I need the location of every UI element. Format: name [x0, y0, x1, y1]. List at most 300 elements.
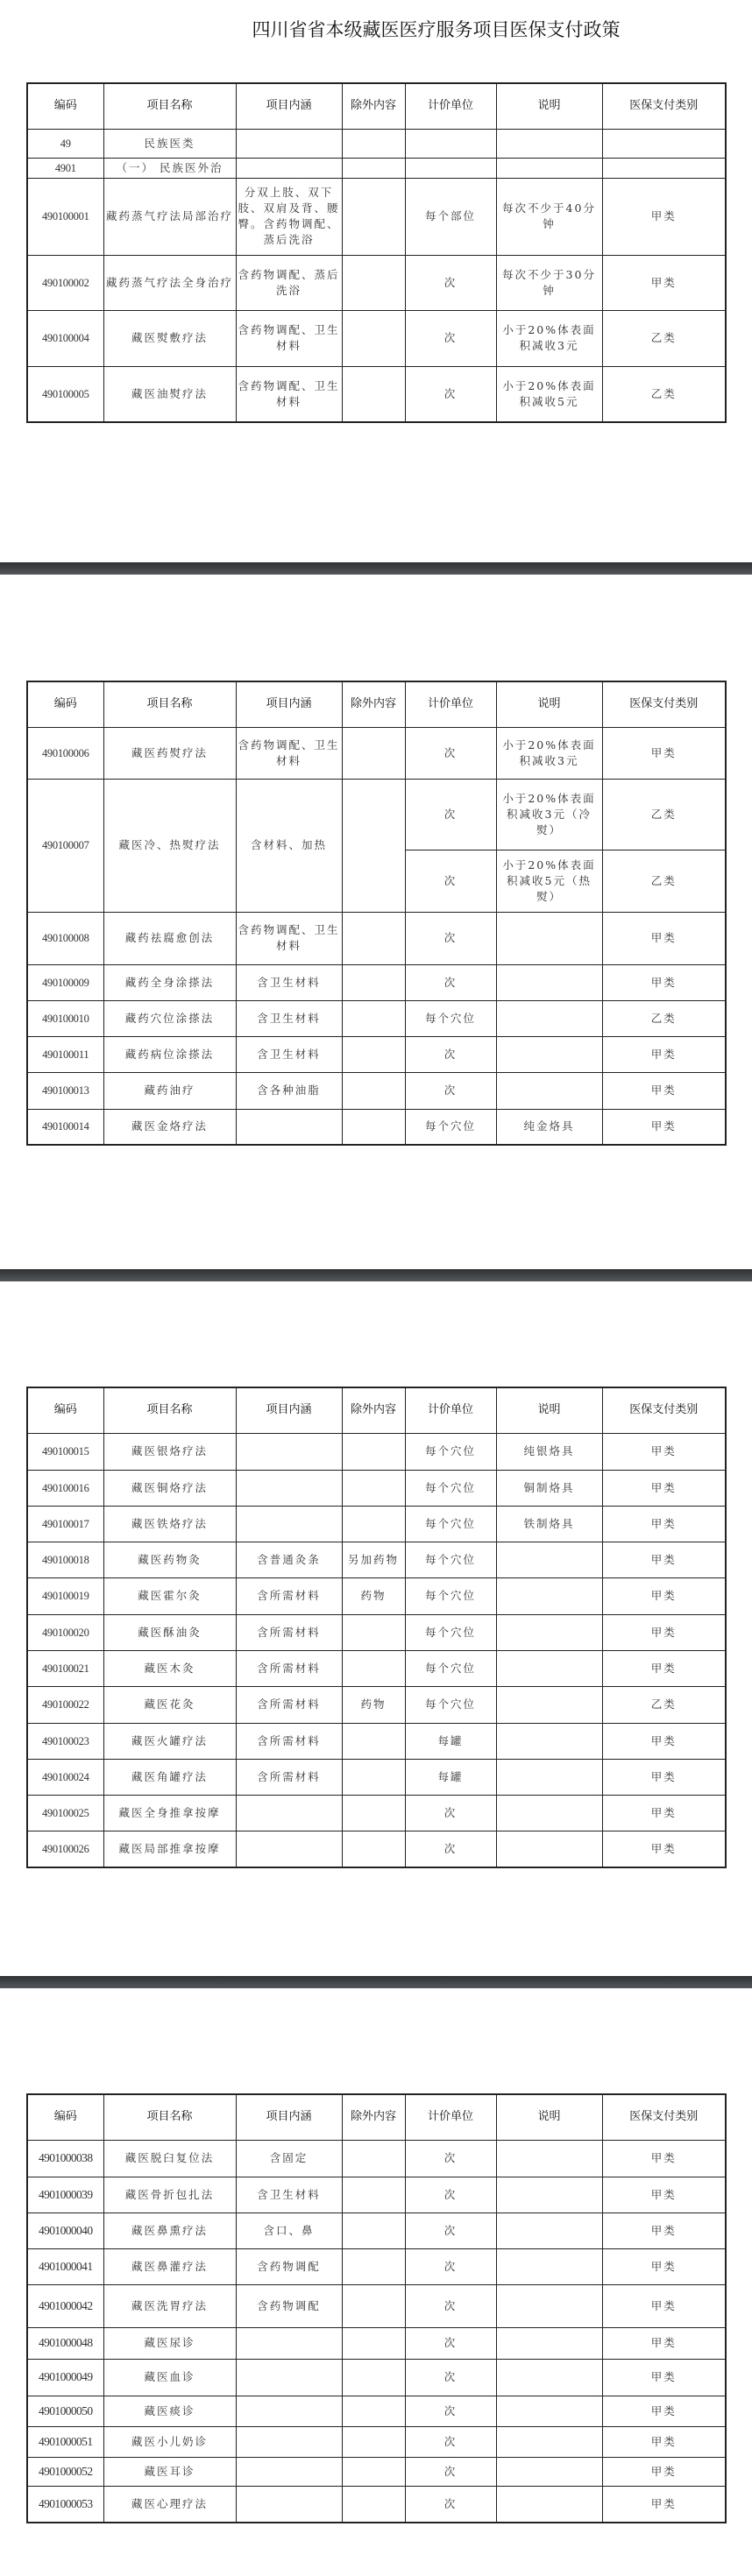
cell-content: 含药物调配、卫生材料	[236, 366, 342, 422]
cell-content	[236, 2396, 342, 2426]
cell-exclusion	[342, 1433, 405, 1470]
header-content: 项目内涵	[236, 1387, 342, 1433]
cell-unit: 次	[405, 912, 496, 964]
cell-content: 含所需材料	[236, 1686, 342, 1723]
cell-exclusion	[342, 2213, 405, 2248]
cell-category: 甲类	[602, 727, 726, 779]
table-row	[27, 1723, 726, 1759]
cell-name: 藏医银烙疗法	[103, 1433, 236, 1470]
page-separator	[0, 1269, 752, 1281]
cell-name: 藏医霍尔灸	[103, 1577, 236, 1614]
cell-unit: 次	[405, 1036, 496, 1072]
cell-content	[236, 1109, 342, 1145]
header-note: 说明	[496, 83, 602, 129]
table-header-row	[27, 1387, 726, 1433]
cell-category: 甲类	[602, 2327, 726, 2359]
table-header-row	[27, 83, 726, 129]
cell-exclusion	[342, 255, 405, 310]
cell-note: 小于20%体表面积减收5元（热熨）	[496, 850, 602, 912]
cell-code: 490100005	[27, 366, 103, 422]
cell-note: 每次不少于40分钟	[496, 178, 602, 255]
table-row	[27, 2248, 726, 2284]
cell-content: 含所需材料	[236, 1577, 342, 1614]
cell-note	[496, 1000, 602, 1036]
cell-content	[236, 2359, 342, 2396]
cell-exclusion	[342, 2457, 405, 2486]
table-header-row	[27, 681, 726, 727]
cell-name: 藏医酥油灸	[103, 1614, 236, 1650]
cell-name: 藏药油疗	[103, 1072, 236, 1109]
cell-code: 49	[27, 129, 103, 158]
cell-category: 甲类	[602, 1036, 726, 1072]
cell-category: 甲类	[602, 2396, 726, 2426]
cell-code: 490100024	[27, 1759, 103, 1795]
header-code: 编码	[27, 681, 103, 727]
cell-code: 490100007	[27, 779, 103, 912]
cell-exclusion	[342, 1759, 405, 1795]
cell-unit: 每罐	[405, 1723, 496, 1759]
cell-exclusion: 另加药物	[342, 1542, 405, 1577]
cell-unit: 次	[405, 2248, 496, 2284]
cell-name: 藏药蒸气疗法全身治疗	[103, 255, 236, 310]
policy-table-1	[26, 82, 727, 423]
cell-code: 4901000051	[27, 2426, 103, 2457]
cell-unit: 次	[405, 2457, 496, 2486]
cell-code: 490100011	[27, 1036, 103, 1072]
cell-exclusion	[342, 2396, 405, 2426]
table-row	[27, 2213, 726, 2248]
cell-content: 含药物调配	[236, 2248, 342, 2284]
cell-content	[236, 129, 342, 158]
cell-name: 藏医小儿奶诊	[103, 2426, 236, 2457]
cell-category: 甲类	[602, 2426, 726, 2457]
header-note: 说明	[496, 2094, 602, 2140]
table-row	[27, 2426, 726, 2457]
cell-content: 含所需材料	[236, 1759, 342, 1795]
cell-category: 甲类	[602, 1759, 726, 1795]
cell-note: 小于20%体表面积减收3元	[496, 310, 602, 366]
cell-code: 490100010	[27, 1000, 103, 1036]
cell-note	[496, 2213, 602, 2248]
header-note: 说明	[496, 681, 602, 727]
cell-content: 含所需材料	[236, 1723, 342, 1759]
cell-content	[236, 2327, 342, 2359]
header-unit: 计价单位	[405, 2094, 496, 2140]
cell-name: 藏医火罐疗法	[103, 1723, 236, 1759]
cell-note	[496, 129, 602, 158]
cell-category: 甲类	[602, 1470, 726, 1506]
cell-exclusion	[342, 158, 405, 178]
cell-note	[496, 912, 602, 964]
cell-category: 甲类	[602, 1650, 726, 1686]
cell-unit: 次	[405, 1072, 496, 1109]
table-row	[27, 2177, 726, 2213]
cell-note	[496, 2457, 602, 2486]
table-row	[27, 1577, 726, 1614]
cell-exclusion	[342, 2327, 405, 2359]
cell-category: 甲类	[602, 2486, 726, 2523]
cell-name: 藏药祛腐愈创法	[103, 912, 236, 964]
header-note: 说明	[496, 1387, 602, 1433]
cell-note	[496, 2359, 602, 2396]
cell-category: 甲类	[602, 1723, 726, 1759]
cell-content: 含药物调配、蒸后洗浴	[236, 255, 342, 310]
cell-unit: 次	[405, 727, 496, 779]
table-row	[27, 1433, 726, 1470]
cell-exclusion	[342, 1795, 405, 1831]
table-row	[27, 1614, 726, 1650]
cell-category: 甲类	[602, 1542, 726, 1577]
cell-name: 民族医类	[103, 129, 236, 158]
cell-note	[496, 2327, 602, 2359]
cell-code: 4901000039	[27, 2177, 103, 2213]
cell-category: 甲类	[602, 255, 726, 310]
table-row	[27, 1000, 726, 1036]
cell-note	[496, 1795, 602, 1831]
cell-category: 甲类	[602, 1831, 726, 1867]
table-row	[27, 912, 726, 964]
cell-exclusion	[342, 1614, 405, 1650]
table-row	[27, 1686, 726, 1723]
cell-name: 藏医药熨疗法	[103, 727, 236, 779]
header-unit: 计价单位	[405, 83, 496, 129]
table-header-row	[27, 2094, 726, 2140]
cell-name: 藏医角罐疗法	[103, 1759, 236, 1795]
cell-category: 甲类	[602, 2457, 726, 2486]
cell-code: 490100001	[27, 178, 103, 255]
cell-name: 藏医骨折包扎法	[103, 2177, 236, 2213]
cell-unit: 次	[405, 779, 496, 850]
page-separator	[0, 1976, 752, 1988]
cell-category: 甲类	[602, 2140, 726, 2177]
cell-code: 490100013	[27, 1072, 103, 1109]
cell-code: 4901000052	[27, 2457, 103, 2486]
cell-unit: 每个穴位	[405, 1433, 496, 1470]
cell-content: 含药物调配、卫生材料	[236, 310, 342, 366]
cell-note: 每次不少于30分钟	[496, 255, 602, 310]
cell-note	[496, 1614, 602, 1650]
header-name: 项目名称	[103, 1387, 236, 1433]
table-row	[27, 1542, 726, 1577]
table-row	[27, 1072, 726, 1109]
cell-name: 藏医油熨疗法	[103, 366, 236, 422]
cell-name: 藏医鼻熏疗法	[103, 2213, 236, 2248]
cell-content: 含卫生材料	[236, 1000, 342, 1036]
cell-exclusion: 药物	[342, 1577, 405, 1614]
header-exclusion: 除外内容	[342, 681, 405, 727]
cell-exclusion	[342, 912, 405, 964]
cell-category: 甲类	[602, 912, 726, 964]
table-row	[27, 2359, 726, 2396]
cell-code: 490100009	[27, 964, 103, 1000]
header-unit: 计价单位	[405, 681, 496, 727]
cell-unit: 次	[405, 310, 496, 366]
table-row	[27, 2284, 726, 2327]
cell-note	[496, 2486, 602, 2523]
cell-exclusion	[342, 366, 405, 422]
cell-exclusion	[342, 1506, 405, 1542]
cell-name: 藏医金烙疗法	[103, 1109, 236, 1145]
cell-name: 藏医花灸	[103, 1686, 236, 1723]
cell-note	[496, 1686, 602, 1723]
cell-content: 含卫生材料	[236, 2177, 342, 2213]
cell-exclusion	[342, 1470, 405, 1506]
cell-unit: 每个穴位	[405, 1542, 496, 1577]
cell-content	[236, 2426, 342, 2457]
header-category: 医保支付类别	[602, 1387, 726, 1433]
cell-unit: 次	[405, 2140, 496, 2177]
cell-code: 4901000050	[27, 2396, 103, 2426]
cell-code: 490100023	[27, 1723, 103, 1759]
cell-content: 含各种油脂	[236, 1072, 342, 1109]
cell-code: 4901000042	[27, 2284, 103, 2327]
cell-name: 藏医药物灸	[103, 1542, 236, 1577]
policy-table-2	[26, 681, 727, 1146]
header-code: 编码	[27, 83, 103, 129]
cell-exclusion	[342, 1109, 405, 1145]
cell-name: 藏医尿诊	[103, 2327, 236, 2359]
cell-category: 乙类	[602, 310, 726, 366]
cell-content	[236, 2486, 342, 2523]
table-row	[27, 1759, 726, 1795]
cell-note: 小于20%体表面积减收3元（冷熨）	[496, 779, 602, 850]
cell-category: 乙类	[602, 1686, 726, 1723]
cell-unit: 次	[405, 964, 496, 1000]
cell-note	[496, 1831, 602, 1867]
cell-unit: 次	[405, 2327, 496, 2359]
header-content: 项目内涵	[236, 681, 342, 727]
cell-name: 藏医脱臼复位法	[103, 2140, 236, 2177]
cell-code: 490100017	[27, 1506, 103, 1542]
cell-note	[496, 1723, 602, 1759]
cell-name: 藏医铁烙疗法	[103, 1506, 236, 1542]
cell-unit: 次	[405, 2396, 496, 2426]
cell-exclusion	[342, 2284, 405, 2327]
cell-name: 藏医木灸	[103, 1650, 236, 1686]
cell-exclusion	[342, 1723, 405, 1759]
cell-code: 490100022	[27, 1686, 103, 1723]
table-row	[27, 2140, 726, 2177]
cell-name: （一） 民族医外治	[103, 158, 236, 178]
cell-category: 乙类	[602, 779, 726, 850]
cell-exclusion	[342, 1650, 405, 1686]
cell-code: 4901000040	[27, 2213, 103, 2248]
header-content: 项目内涵	[236, 83, 342, 129]
table-row	[27, 2396, 726, 2426]
cell-unit: 每个穴位	[405, 1577, 496, 1614]
cell-note	[496, 2396, 602, 2426]
cell-content: 含固定	[236, 2140, 342, 2177]
page-separator	[0, 562, 752, 575]
cell-exclusion	[342, 2486, 405, 2523]
cell-content	[236, 2457, 342, 2486]
cell-code: 490100020	[27, 1614, 103, 1650]
cell-unit: 每个穴位	[405, 1109, 496, 1145]
cell-code: 490100002	[27, 255, 103, 310]
cell-code: 4901000053	[27, 2486, 103, 2523]
cell-unit: 次	[405, 1795, 496, 1831]
header-category: 医保支付类别	[602, 2094, 726, 2140]
cell-note	[496, 2426, 602, 2457]
cell-exclusion	[342, 1072, 405, 1109]
cell-note	[496, 2177, 602, 2213]
cell-content	[236, 1795, 342, 1831]
cell-exclusion	[342, 2177, 405, 2213]
cell-code: 4901000048	[27, 2327, 103, 2359]
cell-exclusion	[342, 2359, 405, 2396]
cell-name: 藏医熨敷疗法	[103, 310, 236, 366]
cell-content	[236, 1433, 342, 1470]
cell-note	[496, 2140, 602, 2177]
policy-table-4	[26, 2093, 727, 2523]
cell-code: 490100025	[27, 1795, 103, 1831]
cell-content	[236, 1506, 342, 1542]
cell-note: 小于20%体表面积减收3元	[496, 727, 602, 779]
table-row	[27, 1795, 726, 1831]
header-category: 医保支付类别	[602, 681, 726, 727]
table-row	[27, 255, 726, 310]
header-exclusion: 除外内容	[342, 2094, 405, 2140]
cell-name: 藏医心理疗法	[103, 2486, 236, 2523]
cell-content: 含所需材料	[236, 1650, 342, 1686]
cell-note	[496, 1542, 602, 1577]
cell-unit: 次	[405, 2177, 496, 2213]
table-row	[27, 727, 726, 779]
cell-content: 含材料、加热	[236, 779, 342, 912]
cell-exclusion	[342, 964, 405, 1000]
cell-note: 小于20%体表面积减收5元	[496, 366, 602, 422]
cell-code: 490100021	[27, 1650, 103, 1686]
cell-name: 藏药全身涂搽法	[103, 964, 236, 1000]
table-row	[27, 1470, 726, 1506]
cell-category: 乙类	[602, 366, 726, 422]
header-name: 项目名称	[103, 83, 236, 129]
cell-name: 藏医痰诊	[103, 2396, 236, 2426]
cell-note	[496, 2284, 602, 2327]
cell-code: 490100019	[27, 1577, 103, 1614]
cell-code: 490100015	[27, 1433, 103, 1470]
cell-exclusion	[342, 1831, 405, 1867]
cell-unit: 每罐	[405, 1759, 496, 1795]
cell-code: 4901000041	[27, 2248, 103, 2284]
cell-code: 4901000049	[27, 2359, 103, 2396]
cell-name: 藏医冷、热熨疗法	[103, 779, 236, 912]
cell-content	[236, 1831, 342, 1867]
table-row	[27, 2457, 726, 2486]
cell-exclusion	[342, 1000, 405, 1036]
table-row	[27, 1036, 726, 1072]
cell-unit: 每个穴位	[405, 1470, 496, 1506]
table-row	[27, 2486, 726, 2523]
cell-category: 甲类	[602, 1433, 726, 1470]
cell-category: 甲类	[602, 2177, 726, 2213]
header-category: 医保支付类别	[602, 83, 726, 129]
cell-name: 藏医洗胃疗法	[103, 2284, 236, 2327]
cell-unit: 次	[405, 850, 496, 912]
cell-note	[496, 1036, 602, 1072]
table-row	[27, 158, 726, 178]
table-row	[27, 779, 726, 850]
cell-exclusion	[342, 2426, 405, 2457]
cell-code: 4901	[27, 158, 103, 178]
table-row	[27, 129, 726, 158]
cell-note: 纯银烙具	[496, 1433, 602, 1470]
cell-note	[496, 1650, 602, 1686]
cell-unit: 次	[405, 255, 496, 310]
header-content: 项目内涵	[236, 2094, 342, 2140]
cell-category: 甲类	[602, 1506, 726, 1542]
cell-exclusion	[342, 2140, 405, 2177]
cell-note: 铜制烙具	[496, 1470, 602, 1506]
cell-code: 4901000038	[27, 2140, 103, 2177]
cell-unit: 次	[405, 2213, 496, 2248]
cell-content: 含所需材料	[236, 1614, 342, 1650]
cell-category: 甲类	[602, 1072, 726, 1109]
table-row	[27, 178, 726, 255]
cell-exclusion	[342, 779, 405, 912]
cell-code: 490100026	[27, 1831, 103, 1867]
cell-note: 纯金烙具	[496, 1109, 602, 1145]
cell-note: 铁制烙具	[496, 1506, 602, 1542]
cell-category: 甲类	[602, 1109, 726, 1145]
cell-exclusion: 药物	[342, 1686, 405, 1723]
cell-content: 含普通灸条	[236, 1542, 342, 1577]
cell-name: 藏药穴位涂搽法	[103, 1000, 236, 1036]
cell-unit	[405, 129, 496, 158]
cell-unit	[405, 158, 496, 178]
cell-content: 含药物调配	[236, 2284, 342, 2327]
header-code: 编码	[27, 2094, 103, 2140]
cell-unit: 每个部位	[405, 178, 496, 255]
cell-name: 藏药病位涂搽法	[103, 1036, 236, 1072]
cell-name: 藏医全身推拿按摩	[103, 1795, 236, 1831]
cell-code: 490100004	[27, 310, 103, 366]
cell-exclusion	[342, 310, 405, 366]
cell-exclusion	[342, 2248, 405, 2284]
cell-code: 490100018	[27, 1542, 103, 1577]
cell-unit: 次	[405, 1831, 496, 1867]
cell-code: 490100008	[27, 912, 103, 964]
cell-content	[236, 1470, 342, 1506]
table-row	[27, 2327, 726, 2359]
cell-category: 甲类	[602, 1795, 726, 1831]
cell-unit: 每个穴位	[405, 1650, 496, 1686]
table-row	[27, 1109, 726, 1145]
table-row	[27, 310, 726, 366]
header-code: 编码	[27, 1387, 103, 1433]
cell-content: 含卫生材料	[236, 1036, 342, 1072]
table-row	[27, 1506, 726, 1542]
header-name: 项目名称	[103, 681, 236, 727]
cell-name: 藏药蒸气疗法局部治疗	[103, 178, 236, 255]
cell-note	[496, 2248, 602, 2284]
cell-exclusion	[342, 727, 405, 779]
cell-category: 甲类	[602, 178, 726, 255]
cell-content: 含药物调配、卫生材料	[236, 912, 342, 964]
cell-content	[236, 158, 342, 178]
policy-table-3	[26, 1387, 727, 1868]
cell-unit: 次	[405, 2486, 496, 2523]
cell-unit: 次	[405, 2359, 496, 2396]
cell-note	[496, 964, 602, 1000]
cell-category	[602, 158, 726, 178]
cell-category: 甲类	[602, 1614, 726, 1650]
cell-content: 含口、鼻	[236, 2213, 342, 2248]
page-title: 四川省省本级藏医医疗服务项目医保支付政策	[252, 19, 621, 40]
cell-note	[496, 1072, 602, 1109]
cell-unit: 次	[405, 2426, 496, 2457]
cell-note	[496, 158, 602, 178]
